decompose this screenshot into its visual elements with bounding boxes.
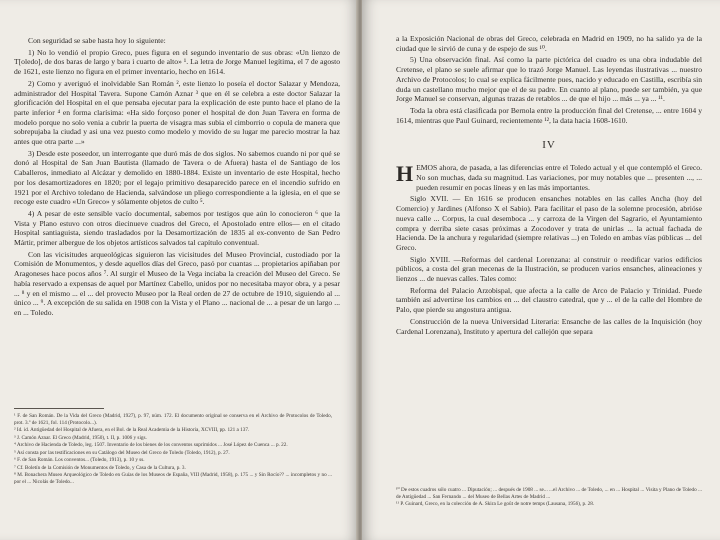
footnote: ¹¹ P. Guinard, Greco, en la colección de A. Skira Le goût de notre temps (Lausana, 1956), p. 28. <box>396 501 595 507</box>
right-page-body <box>396 34 702 336</box>
right-paragraph-1: a la Exposición Nacional de obras del Greco, celebrada en Madrid en 1909, no ha salido ya de la ciudad que le sirvió de cuna y de espejo de sus ¹⁰. <box>396 34 702 53</box>
footnote: ⁴ Archivo de Hacienda de Toledo, leg. 1507. Inventario de los bienes de los conventos suprimidos ... José López de Cuenca ... p. 22. <box>14 442 288 448</box>
left-paragraph-3: 3) Desde este poseedor, un interrogante que duró más de dos siglos. No sabemos cuando ni por qué se donó al Hospital de San Juan Bautista (llamado de Tavera o de Afuera) hasta el de Santiago de los Caballeros, inmediato al Alcázar y demolido en 1880-1884. Existe un inventario de este Hospital, hecho por los desamortizadores en 1820; por el legajo primitivo desaparecido parece en el incendio sufrido en 1921 por el Archivo toledano de Hacienda, salvándose un pliego correspondiente a la iglesia, en el que se recoge este cuadro «Un Greco» y sólamente objetos de culto ⁵. <box>14 148 340 207</box>
left-intro: Con seguridad se sabe hasta hoy lo siguiente: <box>28 36 166 45</box>
section-paragraph-1 <box>396 163 702 192</box>
right-page <box>362 0 720 540</box>
footnote-rule <box>14 408 104 409</box>
section-paragraph-5: Construcción de la nueva Universidad Literaria: Ensanche de las calles de la Inquisición (hoy Cardenal Lorenzana), Instituto y apertura del callejón que separa <box>396 316 702 336</box>
footnote: ³ J. Camón Aznar. El Greco (Madrid, 1950), t. II, p. 1006 y sigs. <box>14 434 147 441</box>
footnote: ⁶ F. de San Román. Los conventos... (Toledo, 1913), p. 10 y ss. <box>14 457 145 463</box>
left-footnotes <box>14 408 332 486</box>
left-page <box>0 0 358 540</box>
footnote: ¹⁰ De estos cuadros sólo cuatro ... Diputación; ... después de 1908 ... se... ...el Archivo ... de Toledo, ... en ... Hospital ... Visita y Plano de Toledo ... de Antigüedad ... San Fernando ... del Museo de Bellas Artes de Madrid ... <box>396 487 702 500</box>
left-paragraph-4: 4) A pesar de este sensible vacío documental, sabemos por testigos que aún lo conocieron ⁶ que la Vista y Plano estuvo con otros diecinueve cuadros del Greco, el Apostolado entre ellos— en el citado Hospital santiaguista, siendo trasladados por la Desamortización de 1835 al ex-convento de San Pedro Mártir, primer albergue de los objetos artísticos salvados tal capítulo conventual. <box>14 208 340 248</box>
section-paragraph-4: Reforma del Palacio Arzobispal, que afecta a la calle de Arco de Palacio y Trinidad. Puede también así advertirse los cambios en ... del claustro catedral, que y ... el de la calle del Hombre de Palo, que pierde su angostura antigua. <box>396 285 702 315</box>
left-paragraph-2: 2) Como y averiguó el inolvidable San Román ², este lienzo lo poseía el doctor Salazar y Mendoza, administrador del Hospital Tavera. Supone Camón Aznar ³ que en él se celebra a este doctor Salazar la glorificación del Hospital en el que pensaba ejecutar para la explicación de este punto hace el plano de la parte inferior ⁴ en forma clarísima: «Ha sido forçoso poner el hospital de don Juan Tavera en forma de modelo porque no solo venia a cubrir la puerta de visagra mas subia el cimborrio o copula de manera que sobrepujaba la ciudad y asi una vez puesto como modelo y movido de su lugar me parecio mostrar la haz antes que otra parte ...» <box>14 78 340 147</box>
footnote: ¹ F. de San Román. De la Vida del Greco (Madrid, 1927), p. 97, núm. 172. El documento original se conserva en el Archivo de Protocolos de Toledo, prot. 3.º de 1621, fol. 114 (Protocolo...). <box>14 413 332 426</box>
drop-cap-letter: H <box>396 161 414 187</box>
footnote: ² Id. id. Antigüedad del Hospital de Afuera, en el Bol. de la Real Academia de la Historia, XCVIII, pp. 121 a 137. <box>14 427 250 433</box>
right-paragraph-3: Toda la obra está clasificada por Bernola entre la producción final del Cretense, ... entre 1604 y 1614, mientras que Paul Guinard, recientemente ¹², la data hacia 1608-1610. <box>396 105 702 125</box>
footnote: ⁸ M. Bonachera Museo Arqueológico de Toledo en Guías de los Museos de España, VIII (Madrid, 1958), p. 175 ... y Sin Rocío?? ... incompletos y no ... por el ... Nicolás de Toledo... <box>14 472 332 485</box>
section-paragraph-3: Siglo XVIII. —Reformas del cardenal Lorenzana: al construir o reedificar varios edificios públicos, a costa del gran mecenas de la Ilustración, se producen varios ensanches, alineaciones y lienzos ... de nuevas calles. Tales como: <box>396 254 702 284</box>
left-page-body <box>14 36 340 318</box>
section-paragraph-2: Siglo XVII. — En 1616 se producen ensanches notables en las calles Ancha (hoy del Comercio) y Jardines (Alfonso X el Sabio). Para facilitar el paso de la solemne procesión, abrióse nueva calle ... Corpus, la cual desemboca ... y carroza de la Virgen del Sagrario, el Ayuntamiento compra y derriba siete casas próximas a Zocodover y trata de unirlas ... la actual fachada de Hacienda. De la anchura y regularidad (siempre relativas ...) en Toledo en ambas vías públicas ... del Greco. <box>396 194 702 252</box>
footnote: ⁷ Cf. Boletín de la Comisión de Monumentos de Toledo, y Casa de la Cultura, p. 3. <box>14 464 186 471</box>
left-paragraph-1: 1) No lo vendió el propio Greco, pues figura en el segundo inventario de sus obras: «Un lienzo de T[oledo], de dos baras de largo y bara i cuarto de alto» ¹. La letra de Jorge Manuel legítima, el 7 de agosto de 1621, este lienzo no figura en el primer inventario, hecho en 1614. <box>14 47 340 77</box>
right-paragraph-2: 5) Una observación final. Así como la parte pictórica del cuadro es una obra indudable del Cretense, el plano se suele afirmar que lo trazó Jorge Manuel. Las leyendas ilustrativas ... nuestro Archivo de Protocolos; lo cual se explica fácilmente pues, nacido y educado en Castilla, escribía sin duda un castellano mucho mejor que el de su padre. En cuanto al plano, puede ser también, ya que Jorge Manuel se conservan, algunas trazas de retablos ... de que el hijo ... más ... ya ... ¹¹. <box>396 55 702 104</box>
section-heading: IV <box>542 139 556 152</box>
footnote: ⁵ Así consta por las testificaciones en su Catálogo del Museo del Greco de Toledo (Toledo, 1912), p. 27. <box>14 449 230 456</box>
section-paragraph-1-text: EMOS ahora, de pasada, a las diferencias entre el Toledo actual y el que contempló el Greco. No son muchas, dada su magnitud. Las variaciones, por muy notables que ... presenten ..., ... pueden resumir en pocas líneas y en las más importantes. <box>416 163 702 192</box>
right-footnotes <box>396 487 702 509</box>
left-paragraph-5: Con las vicisitudes arqueológicas siguieron las vicisitudes del Museo Provincial, custodiado por la Comisión de Monumentos, y desde aquellos días del Greco, pasó por cuantas ... propietarios apiñaban por Aragoneses hace pocos años ⁷. Al surgir el Museo de la Vega inciaba la creación del Museo del Greco. Se había reservado a expensas de aquel por Martínez Cabello, unidos por no necesitaba mayor obra, y a pesar ... ⁸ y en el mismo ... el ... del provecto Museo por la Real orden de 27 de octubre de 1910, siguiendo al ... único ... ⁹. A excepción de su salida en 1908 con la Vista y el Plano ... nacional de ... a pesar de un largo ... en ... Toledo. <box>14 249 340 317</box>
